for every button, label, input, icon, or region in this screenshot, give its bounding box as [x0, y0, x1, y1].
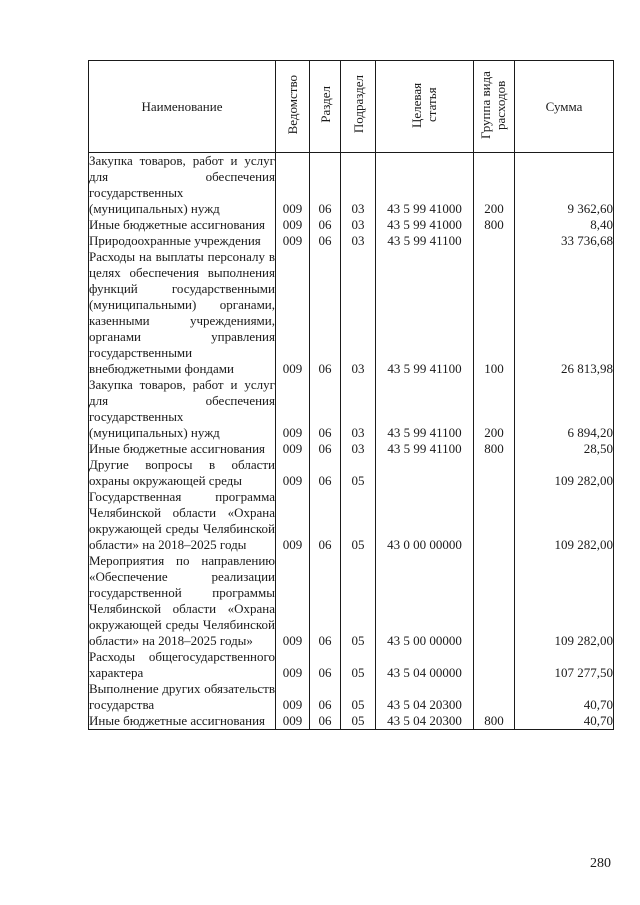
cell-name: Расходы общегосударственного характера — [89, 649, 275, 680]
table-row — [89, 233, 614, 249]
cell-sum: 6 894,20 — [515, 377, 614, 441]
cell-department: 009 — [276, 713, 310, 730]
cell-expense-group — [474, 649, 515, 681]
cell-section: 06 — [310, 649, 341, 681]
cell-section: 06 — [310, 153, 341, 218]
cell-subsection: 03 — [341, 377, 376, 441]
header-department: Ведомство — [276, 61, 310, 153]
cell-subsection: 05 — [341, 457, 376, 489]
cell-expense-group — [474, 489, 515, 553]
cell-name: Иные бюджетные ассигнования — [89, 217, 276, 233]
cell-section: 06 — [310, 553, 341, 649]
cell-section: 06 — [310, 217, 341, 233]
cell-department: 009 — [276, 377, 310, 441]
header-subsection: Подраздел — [341, 61, 376, 153]
cell-target: 43 5 99 41100 — [376, 377, 474, 441]
cell-section: 06 — [310, 681, 341, 713]
cell-name: Природоохранные учреждения — [89, 233, 276, 249]
table-row — [89, 441, 614, 457]
table-row — [89, 681, 614, 713]
cell-department: 009 — [276, 153, 310, 218]
cell-department: 009 — [276, 553, 310, 649]
cell-target: 43 5 99 41000 — [376, 153, 474, 218]
cell-expense-group — [474, 553, 515, 649]
cell-section: 06 — [310, 457, 341, 489]
table-row — [89, 249, 614, 377]
cell-target: 43 0 00 00000 — [376, 489, 474, 553]
cell-name: Закупка товаров, работ и услуг для обеспечения государственных (муниципальных) нужд — [89, 153, 275, 216]
cell-expense-group — [474, 233, 515, 249]
cell-section: 06 — [310, 713, 341, 730]
cell-department: 009 — [276, 217, 310, 233]
cell-subsection: 03 — [341, 249, 376, 377]
cell-sum: 28,50 — [515, 441, 614, 457]
cell-target: 43 5 04 20300 — [376, 681, 474, 713]
cell-name: Иные бюджетные ассигнования — [89, 441, 276, 457]
page-number: 280 — [590, 856, 611, 871]
cell-subsection: 03 — [341, 441, 376, 457]
header-sum: Сумма — [515, 61, 614, 153]
header-target: Целевая статья — [376, 61, 474, 153]
cell-target: 43 5 99 41100 — [376, 249, 474, 377]
header-name: Наименование — [89, 61, 276, 153]
cell-expense-group: 800 — [474, 713, 515, 730]
cell-section: 06 — [310, 441, 341, 457]
cell-section: 06 — [310, 249, 341, 377]
cell-target: 43 5 99 41100 — [376, 233, 474, 249]
cell-name: Закупка товаров, работ и услуг для обеспечения государственных (муниципальных) нужд — [89, 377, 275, 440]
table-row — [89, 217, 614, 233]
table-header-row — [89, 61, 614, 153]
cell-expense-group: 800 — [474, 441, 515, 457]
cell-subsection: 05 — [341, 553, 376, 649]
cell-expense-group — [474, 457, 515, 489]
cell-expense-group — [474, 681, 515, 713]
cell-section: 06 — [310, 233, 341, 249]
cell-subsection: 05 — [341, 681, 376, 713]
cell-name: Мероприятия по направлению «Обеспечение реализации государственной программы Челябинской области «Охрана окружающей среды Челябинской области» на 2018–2025 годы» — [89, 553, 275, 648]
cell-target: 43 5 00 00000 — [376, 553, 474, 649]
cell-sum: 109 282,00 — [515, 457, 614, 489]
cell-expense-group: 800 — [474, 217, 515, 233]
cell-sum: 109 282,00 — [515, 489, 614, 553]
header-expense-group: Группа вида расходов — [474, 61, 515, 153]
cell-expense-group: 200 — [474, 377, 515, 441]
cell-department: 009 — [276, 441, 310, 457]
cell-section: 06 — [310, 489, 341, 553]
table-row — [89, 553, 614, 649]
cell-name: Расходы на выплаты персоналу в целях обеспечения выполнения функций государственными (муниципальными) органами, казенными учреждениями, органами управления государственными внебюджетными фондами — [89, 249, 275, 376]
cell-sum: 26 813,98 — [515, 249, 614, 377]
cell-subsection: 03 — [341, 153, 376, 218]
cell-expense-group: 100 — [474, 249, 515, 377]
cell-subsection: 05 — [341, 713, 376, 730]
cell-target — [376, 457, 474, 489]
budget-table — [88, 60, 614, 730]
cell-sum: 109 282,00 — [515, 553, 614, 649]
cell-department: 009 — [276, 249, 310, 377]
cell-target: 43 5 99 41100 — [376, 441, 474, 457]
cell-name: Государственная программа Челябинской области «Охрана окружающей среды Челябинской области» на 2018–2025 годы — [89, 489, 275, 552]
cell-subsection: 05 — [341, 489, 376, 553]
cell-sum: 8,40 — [515, 217, 614, 233]
cell-department: 009 — [276, 233, 310, 249]
cell-section: 06 — [310, 377, 341, 441]
cell-department: 009 — [276, 681, 310, 713]
cell-department: 009 — [276, 457, 310, 489]
header-section: Раздел — [310, 61, 341, 153]
cell-name: Другие вопросы в области охраны окружающей среды — [89, 457, 275, 488]
cell-sum: 40,70 — [515, 681, 614, 713]
cell-department: 009 — [276, 649, 310, 681]
cell-subsection: 03 — [341, 233, 376, 249]
cell-sum: 9 362,60 — [515, 153, 614, 218]
cell-target: 43 5 99 41000 — [376, 217, 474, 233]
cell-subsection: 05 — [341, 649, 376, 681]
cell-target: 43 5 04 00000 — [376, 649, 474, 681]
cell-sum: 107 277,50 — [515, 649, 614, 681]
cell-sum: 33 736,68 — [515, 233, 614, 249]
table-row — [89, 153, 614, 218]
cell-target: 43 5 04 20300 — [376, 713, 474, 730]
table-row — [89, 377, 614, 441]
cell-name: Выполнение других обязательств государства — [89, 681, 275, 712]
cell-subsection: 03 — [341, 217, 376, 233]
cell-department: 009 — [276, 489, 310, 553]
cell-name: Иные бюджетные ассигнования — [89, 713, 276, 730]
cell-expense-group: 200 — [474, 153, 515, 218]
table-row — [89, 489, 614, 553]
table-row — [89, 713, 614, 730]
cell-sum: 40,70 — [515, 713, 614, 730]
table-row — [89, 649, 614, 681]
table-row — [89, 457, 614, 489]
